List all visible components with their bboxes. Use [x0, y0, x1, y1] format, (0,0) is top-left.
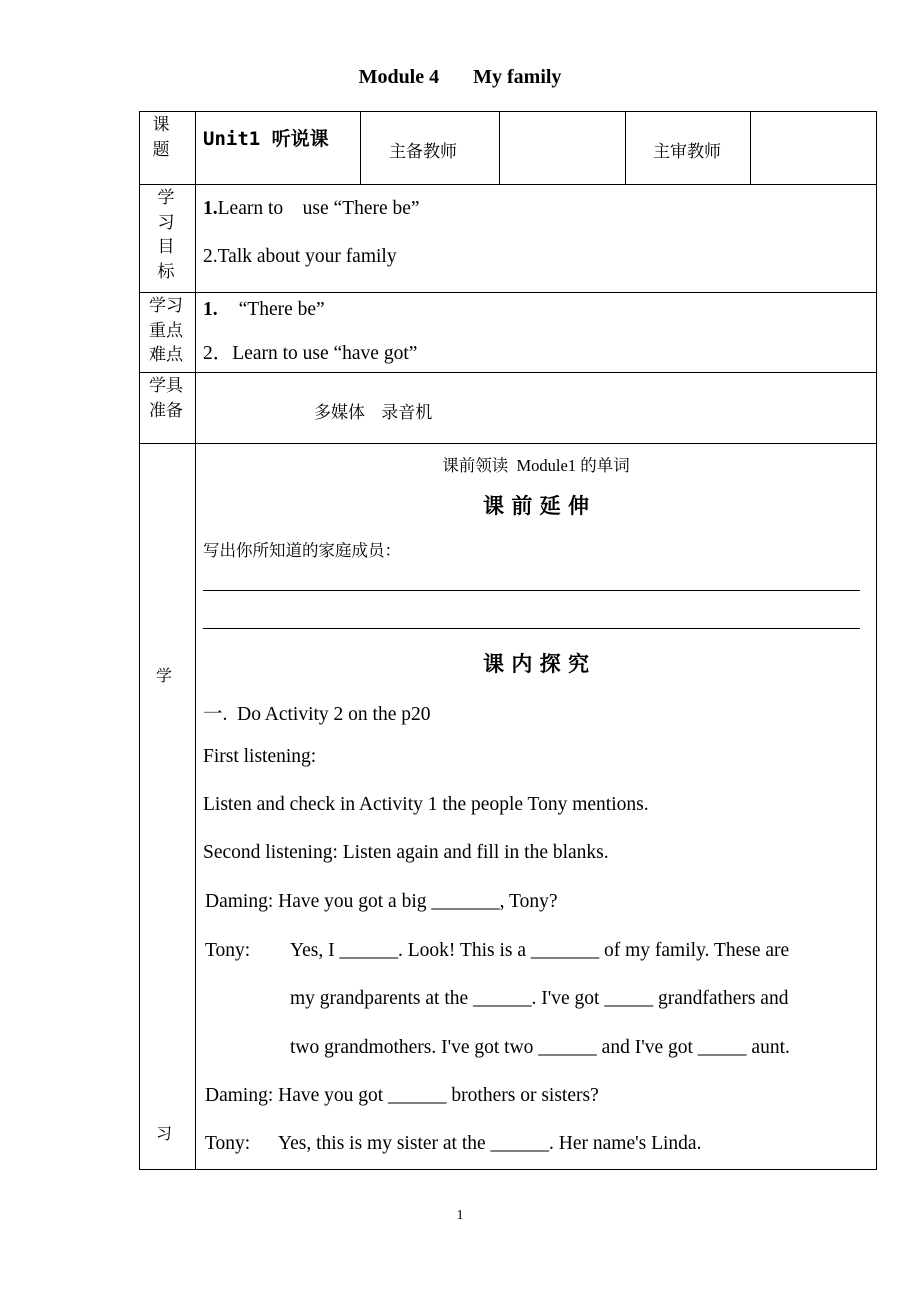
line-text: two grandmothers. I've got two ______ and I've got _____ aunt.	[290, 1037, 790, 1058]
family-prompt: 写出你所知道的家庭成员：	[203, 541, 401, 560]
answer-line[interactable]	[203, 628, 860, 629]
dialogue-line	[205, 891, 558, 913]
row-label-study-top: 学	[156, 666, 173, 685]
label-line: 习	[157, 212, 175, 233]
topic-label: My family	[473, 66, 562, 88]
line-text: Yes, I ______. Look! This is a _______ of my family. These are	[290, 940, 790, 961]
row-label-goals	[151, 186, 181, 284]
label-line: 学	[157, 188, 175, 208]
label-line: 学习	[149, 296, 183, 316]
keypoint-text: “There be”	[238, 299, 325, 320]
row-label-study-bottom: 习	[156, 1124, 173, 1143]
line-text: my grandparents at the ______. I've got _____ grandfathers and	[290, 988, 789, 1009]
speaker: Tony:	[205, 940, 251, 961]
goal-num: 1.	[203, 198, 218, 219]
speaker: Daming:	[205, 891, 274, 912]
row-label-keypoints	[146, 294, 186, 368]
label-line: 重点	[149, 320, 183, 341]
dialogue-line	[205, 940, 250, 962]
label-line: 学具	[149, 376, 183, 396]
label-line: 目	[157, 237, 175, 257]
speaker: Tony:	[205, 1133, 251, 1154]
goal-item-1	[203, 198, 420, 220]
dialogue-line	[205, 1133, 250, 1155]
in-class-heading: 课 内 探 究	[483, 652, 589, 676]
module-label: Module 4	[358, 66, 440, 88]
keypoint-item-1	[203, 299, 325, 321]
line-text: Have you got ______ brothers or sisters?	[278, 1085, 599, 1106]
label-line: 课	[152, 115, 170, 135]
row-label-topic	[146, 113, 176, 162]
prep-teacher-label: 主备教师	[389, 142, 457, 162]
line-text: Have you got a big _______, Tony?	[278, 891, 558, 912]
keypoint-item-2: 2．Learn to use “have got”	[203, 343, 418, 364]
page-number: 1	[456, 1208, 464, 1223]
listen-check: Listen and check in Activity 1 the people Tony mentions.	[203, 794, 649, 815]
page-title	[0, 66, 920, 89]
goal-text: Learn to use “There be”	[217, 198, 420, 219]
pre-read-text: 课前领读 Module1 的单词	[442, 456, 630, 475]
second-listening: Second listening: Listen again and fill in the blanks.	[203, 842, 609, 863]
speaker: Daming:	[205, 1085, 274, 1106]
row-label-tools	[146, 374, 186, 423]
keypoint-num: 1.	[203, 299, 218, 320]
review-teacher-field[interactable]	[751, 112, 876, 184]
label-line: 准备	[149, 400, 183, 421]
goal-item-2: 2.Talk about your family	[203, 246, 397, 267]
prep-teacher-field[interactable]	[500, 112, 625, 184]
label-line: 标	[157, 261, 175, 282]
label-line: 难点	[149, 345, 183, 365]
lesson-title: Unit1 听说课	[203, 128, 329, 150]
answer-line[interactable]	[203, 590, 860, 591]
activity-instruction: 一. Do Activity 2 on the p20	[203, 704, 431, 725]
first-listening: First listening:	[203, 746, 317, 767]
pre-class-heading: 课 前 延 伸	[483, 494, 589, 518]
dialogue-line	[205, 1085, 599, 1107]
review-teacher-label: 主审教师	[653, 142, 721, 162]
line-text: Yes, this is my sister at the ______. Her name's Linda.	[278, 1133, 702, 1154]
tools-text: 多媒体 录音机	[314, 403, 433, 423]
label-line: 题	[152, 139, 170, 160]
